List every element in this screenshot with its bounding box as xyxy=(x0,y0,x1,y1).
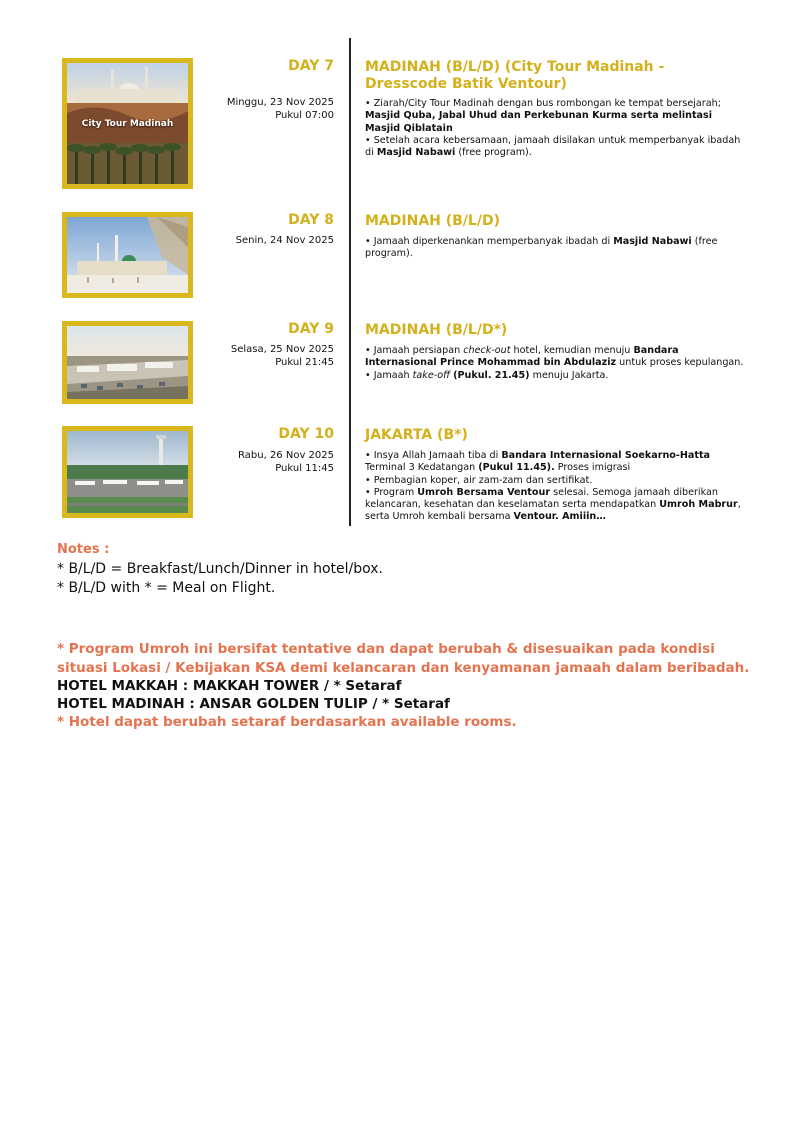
day-8-label: DAY 8 xyxy=(288,212,334,228)
day-10-time: Pukul 11:45 xyxy=(275,462,334,474)
day-8-schedule xyxy=(236,235,334,248)
text-run: • Setelah acara kebersamaan, jamaah disilakan untuk memperbanyak ibadah di xyxy=(365,134,741,159)
day-10-schedule xyxy=(238,450,334,475)
text-run: (free program). xyxy=(365,236,718,260)
notes-heading: Notes : xyxy=(57,542,110,557)
text-run: untuk proses kepulangan. xyxy=(616,357,744,369)
day-7-title: MADINAH (B/L/D) (City Tour Madinah - Dresscode Batik Ventour) xyxy=(365,59,665,92)
day-9-time: Pukul 21:45 xyxy=(275,356,334,368)
bold-text: Bandara Internasional Soekarno-Hatta xyxy=(501,450,711,461)
day-8-description xyxy=(365,236,750,261)
text-run: • Pembagian koper, air zam-zam dan sertifikat. xyxy=(365,474,593,486)
hotel-madinah: HOTEL MADINAH : ANSAR GOLDEN TULIP / * Setaraf xyxy=(57,696,450,712)
day-7-schedule xyxy=(227,97,334,122)
hotel-change-note: * Hotel dapat berubah setaraf berdasarkan available rooms. xyxy=(57,714,517,730)
text-run: Terminal 3 Kedatangan xyxy=(365,462,479,474)
description-paragraph xyxy=(365,475,750,487)
disclaimer-section xyxy=(57,640,757,732)
day-9-label: DAY 9 xyxy=(288,321,334,337)
day-8-date: Senin, 24 Nov 2025 xyxy=(235,235,334,246)
notes-line-flight-meal: * B/L/D with * = Meal on Flight. xyxy=(57,580,276,596)
description-paragraph xyxy=(365,236,750,261)
description-paragraph xyxy=(365,370,750,382)
bold-text: Umroh Mabrur xyxy=(659,499,738,511)
text-run: menuju Jakarta. xyxy=(529,369,609,381)
italic-text: take-off xyxy=(412,369,451,381)
day-10-photo xyxy=(62,426,193,518)
day-10-date: Rabu, 26 Nov 2025 xyxy=(238,450,334,461)
bold-text: (Pukul 11.45). xyxy=(478,462,555,474)
day-10-title: JAKARTA (B*) xyxy=(365,427,468,443)
day-10-label: DAY 10 xyxy=(278,426,334,442)
text-run: • Ziarah/City Tour Madinah dengan bus rombongan ke tempat bersejarah; xyxy=(365,98,721,109)
text-run: • Program xyxy=(365,486,418,498)
text-run: (free program). xyxy=(455,147,532,159)
bold-text: Masjid Nabawi xyxy=(376,147,456,159)
day-7-photo xyxy=(62,58,193,189)
text-run: • Insya Allah Jamaah tiba di xyxy=(365,450,502,461)
day-8-photo xyxy=(62,212,193,298)
description-paragraph xyxy=(365,450,750,475)
day-7-description xyxy=(365,98,750,159)
text-run: • Jamaah xyxy=(365,369,413,381)
hotel-makkah: HOTEL MAKKAH : MAKKAH TOWER / * Setaraf xyxy=(57,678,402,694)
bold-text: Masjid Nabawi xyxy=(613,236,692,247)
description-paragraph xyxy=(365,98,750,135)
bold-text: Ventour. Amiiin… xyxy=(513,511,606,523)
text-run: , serta Umroh kembali bersama xyxy=(365,499,741,523)
bold-text: Masjid Quba, Jabal Uhud dan Perkebunan Kurma serta melintasi Masjid Qiblatain xyxy=(365,110,713,134)
day-7-time: Pukul 07:00 xyxy=(275,109,334,121)
text-run: • Jamaah diperkenankan memperbanyak ibadah di xyxy=(365,236,614,247)
day-9-date: Selasa, 25 Nov 2025 xyxy=(230,344,334,355)
timeline-divider xyxy=(349,38,351,526)
description-paragraph xyxy=(365,135,750,160)
description-paragraph xyxy=(365,487,750,524)
text-run: Proses imigrasi xyxy=(554,462,631,474)
bold-text: (Pukul. 21.45) xyxy=(453,369,530,381)
notes-line-meal: * B/L/D = Breakfast/Lunch/Dinner in hotel/box. xyxy=(57,561,383,577)
text-run: selesai. Semoga jamaah diberikan kelancaran, kesehatan dan keselamatan serta mendapatkan xyxy=(365,486,718,511)
bold-text: Umroh Bersama Ventour xyxy=(417,486,551,498)
day-9-title: MADINAH (B/L/D*) xyxy=(365,322,508,338)
text-run: • Jamaah persiapan xyxy=(365,345,464,356)
day-9-schedule xyxy=(231,344,334,369)
day-7-date: Minggu, 23 Nov 2025 xyxy=(226,97,334,108)
notes-section xyxy=(57,542,757,598)
day-9-description xyxy=(365,345,750,382)
bold-text: Bandara Internasional Prince Mohammad bin Abdulaziz xyxy=(365,345,679,369)
text-run: hotel, kemudian menuju xyxy=(510,345,634,356)
description-paragraph xyxy=(365,345,750,370)
day-10-description xyxy=(365,450,750,524)
italic-text: check-out xyxy=(463,345,511,356)
program-tentative-note: * Program Umroh ini bersifat tentative dan dapat berubah & disesuaikan pada kondisi situasi Lokasi / Kebijakan KSA demi kelancaran dan kenyamanan jamaah dalam beribadah. xyxy=(57,641,750,676)
day-7-photo-caption: City Tour Madinah xyxy=(81,119,174,129)
day-9-photo xyxy=(62,321,193,404)
day-8-title: MADINAH (B/L/D) xyxy=(365,213,500,229)
day-7-label: DAY 7 xyxy=(288,58,334,74)
